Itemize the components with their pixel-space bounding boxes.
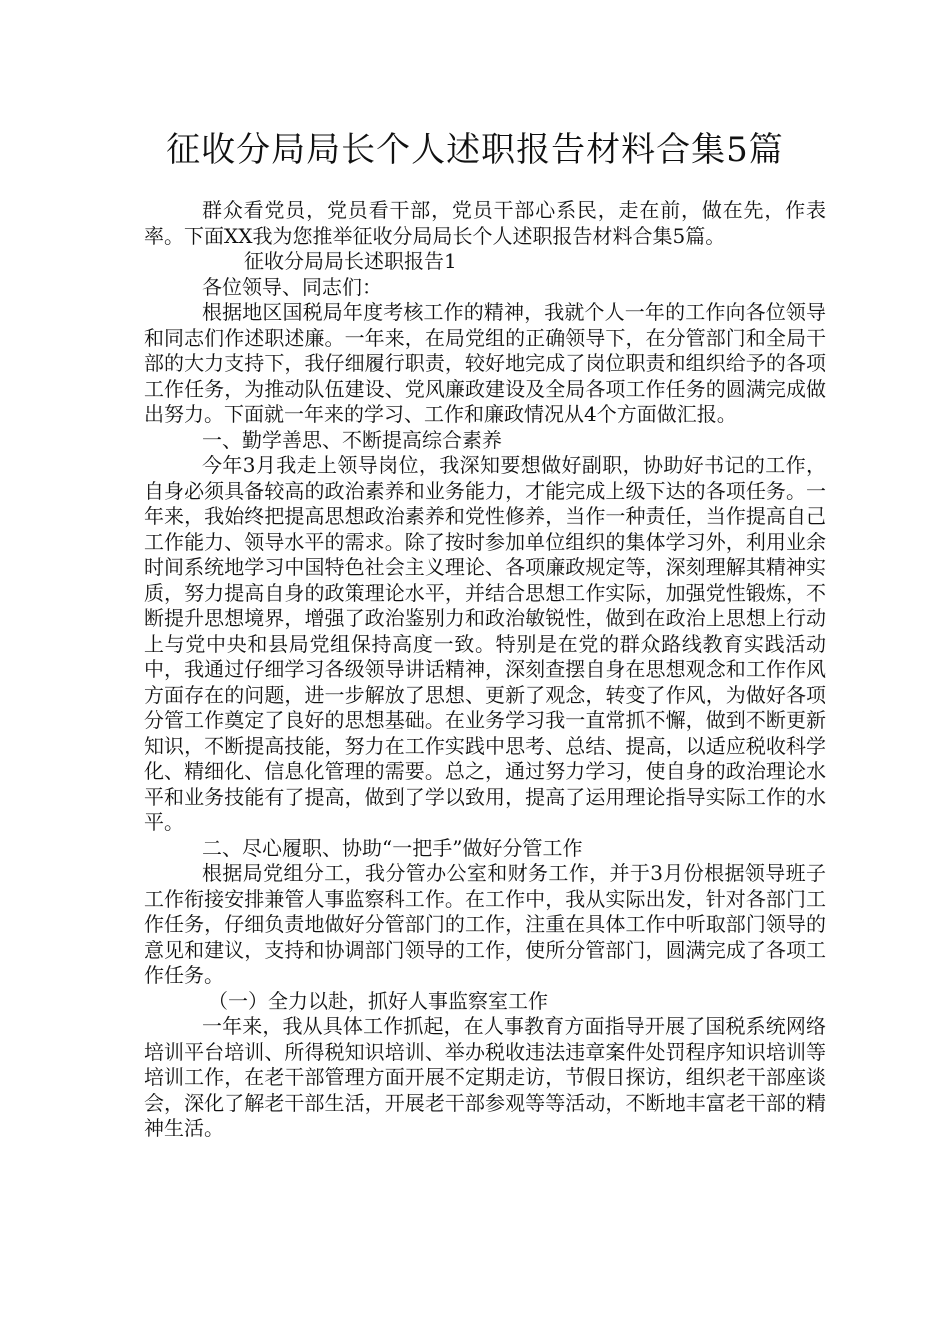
report-subtitle: 征收分局局长述职报告1 <box>244 249 457 273</box>
subsection-heading: （一）全力以赴，抓好人事监察室工作 <box>208 988 548 1013</box>
section-heading: 一、勤学善思、不断提高综合素养 <box>202 427 502 452</box>
body-paragraph: 根据地区国税局年度考核工作的精神，我就个人一年的工作向各位领导和同志们作述职述廉。一年来，在局党组的正确领导下，在分管部门和全局干部的大力支持下，我仔细履行职责，较好地完成了岗位职责和组织给予的各项工作任务，为推动队伍建设、党风廉政建设及全局各项工作任务的圆满完成做出努力。下面就一年来的学习、工作和廉政情况从4个方面做汇报。 <box>144 300 826 426</box>
body-paragraph: 一年来，我从具体工作抓起，在人事教育方面指导开展了国税系统网络培训平台培训、所得税知识培训、举办税收违法违章案件处罚程序知识培训等培训工作，在老干部管理方面开展不定期走访，节假日探访，组织老干部座谈会，深化了解老干部生活，开展老干部参观等等活动，不断地丰富老干部的精神生活。 <box>144 1014 826 1140</box>
document-title: 征收分局局长个人述职报告材料合集5篇 <box>166 130 784 170</box>
section-heading: 二、尽心履职、协助“一把手”做好分管工作 <box>202 835 583 860</box>
intro-paragraph: 群众看党员，党员看干部，党员干部心系民，走在前，做在先，作表率。下面XX我为您推举征收分局局长个人述职报告材料合集5篇。 <box>144 198 826 248</box>
body-paragraph: 根据局党组分工，我分管办公室和财务工作，并于3月份根据领导班子工作衔接安排兼管人事监察科工作。在工作中，我从实际出发，针对各部门工作任务，仔细负责地做好分管部门的工作，注重在具体工作中听取部门领导的意见和建议，支持和协调部门领导的工作，使所分管部门，圆满完成了各项工作任务。 <box>144 861 826 987</box>
body-paragraph: 今年3月我走上领导岗位，我深知要想做好副职，协助好书记的工作，自身必须具备较高的政治素养和业务能力，才能完成上级下达的各项任务。一年来，我始终把提高思想政治素养和党性修养，当作一种责任，当作提高自己工作能力、领导水平的需求。除了按时参加单位组织的集体学习外，利用业余时间系统地学习中国特色社会主义理论、各项廉政规定等，深刻理解其精神实质，努力提高自身的政策理论水平，并结合思想工作实际，加强党性锻炼，不断提升思想境界，增强了政治鉴别力和政治敏锐性，做到在政治上思想上行动上与党中央和县局党组保持高度一致。特别是在党的群众路线教育实践活动中，我通过仔细学习各级领导讲话精神，深刻查摆自身在思想观念和工作作风方面存在的问题，进一步解放了思想、更新了观念，转变了作风，为做好各项分管工作奠定了良好的思想基础。在业务学习我一直常抓不懈，做到不断更新知识，不断提高技能，努力在工作实践中思考、总结、提高，以适应税收科学化、精细化、信息化管理的需要。总之，通过努力学习，使自身的政治理论水平和业务技能有了提高，做到了学以致用，提高了运用理论指导实际工作的水平。 <box>144 453 826 834</box>
salutation: 各位领导、同志们： <box>202 274 382 299</box>
document-body <box>144 198 826 1142</box>
